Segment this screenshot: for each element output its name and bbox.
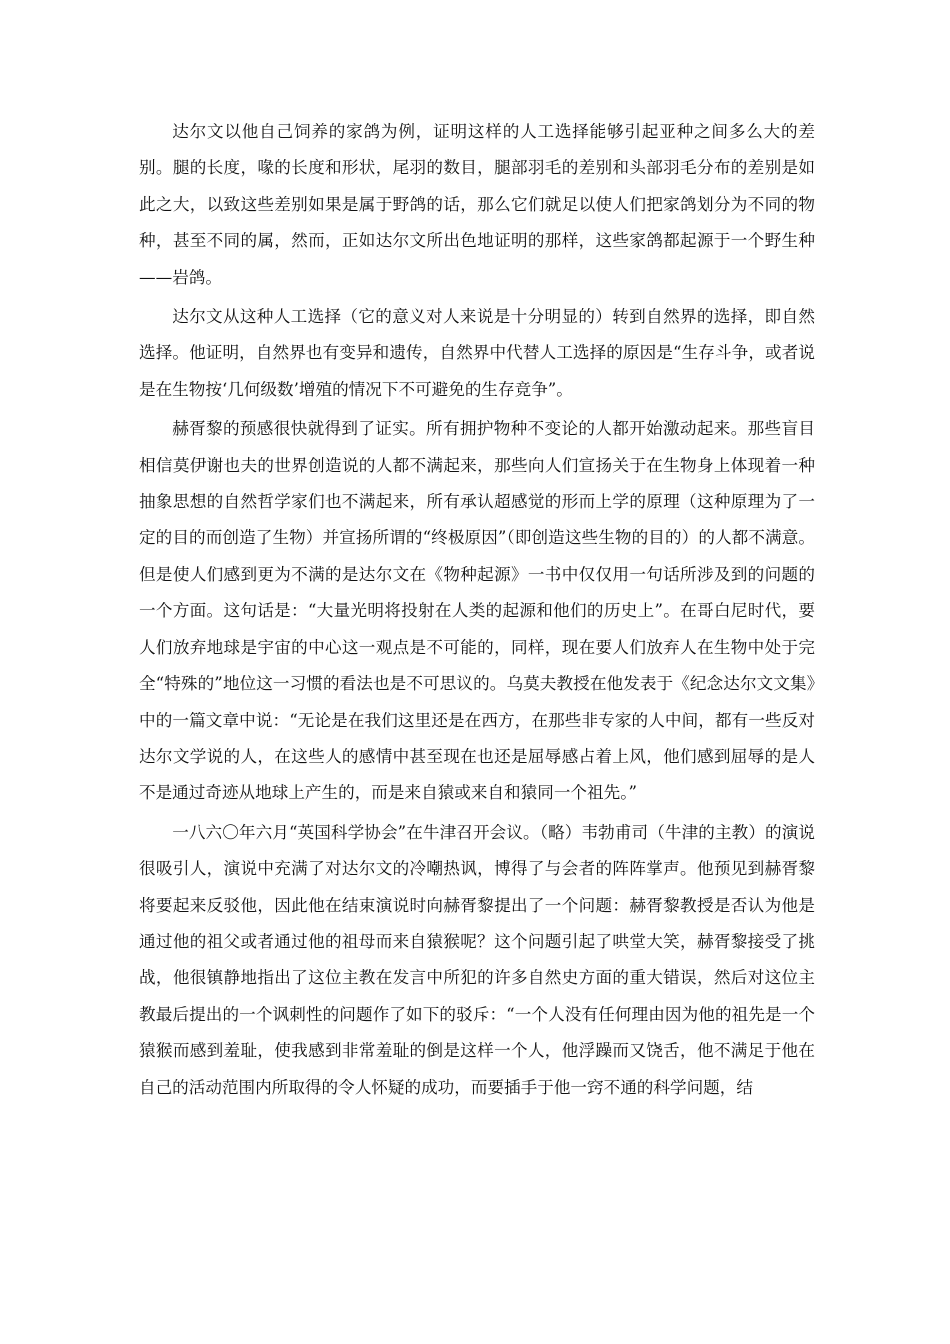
paragraph-darwin-pigeons: 达尔文以他自己饲养的家鸽为例，证明这样的人工选择能够引起亚种之间多么大的差别。腿的长度，喙的长度和形状，尾羽的数目，腿部羽毛的差别和头部羽毛分布的差别是如此之大，以致这些差别如果是属于野鸽的话，那么它们就足以使人们把家鸽划分为不同的物种，甚至不同的属，然而，正如达尔文所出色地证明的那样，这些家鸽都起源于一个野生种——岩鸽。 bbox=[139, 122, 815, 287]
paragraph-natural-selection: 达尔文从这种人工选择（它的意义对人来说是十分明显的）转到自然界的选择，即自然选择。他证明，自然界也有变异和遗传，自然界中代替人工选择的原因是“生存斗争，或者说是在生物按‘几何级数’增殖的情况下不可避免的生存竞争”。 bbox=[139, 307, 815, 399]
paragraph-oxford-meeting: 一八六〇年六月“英国科学协会”在牛津召开会议。（略）韦勃甫司（牛津的主教）的演说很吸引人，演说中充满了对达尔文的冷嘲热讽，博得了与会者的阵阵掌声。他预见到赫胥黎将要起来反驳他，因此他在结束演说时向赫胥黎提出了一个问题：赫胥黎教授是否认为他是通过他的祖父或者通过他的祖母而来自猿猴呢？这个问题引起了哄堂大笑，赫胥黎接受了挑战，他很镇静地指出了这位主教在发言中所犯的许多自然史方面的重大错误，然后对这位主教最后提出的一个讽刺性的问题作了如下的驳斥：“一个人没有任何理由因为他的祖先是一个猿猴而感到羞耻，使我感到非常羞耻的倒是这样一个人，他浮躁而又饶舌，他不满足于他在自己的活动范围内所取得的令人怀疑的成功，而要插手于他一窍不通的科学问题，结 bbox=[139, 822, 815, 1097]
document-body bbox=[139, 114, 815, 1109]
paragraph-huxley-premonition: 赫胥黎的预感很快就得到了证实。所有拥护物种不变论的人都开始激动起来。那些盲目相信莫伊谢也夫的世界创造说的人都不满起来，那些向人们宣扬关于在生物身上体现着一种抽象思想的自然哲学家们也不满起来，所有承认超感觉的形而上学的原理（这种原理为了一定的目的而创造了生物）并宣扬所谓的“终极原因”（即创造这些生物的目的）的人都不满意。但是使人们感到更为不满的是达尔文在《物种起源》一书中仅仅用一句话所涉及到的问题的一个方面。这句话是：“大量光明将投射在人类的起源和他们的历史上”。在哥白尼时代，要人们放弃地球是宇宙的中心这一观点是不可能的，同样，现在要人们放弃人在生物中处于完全“特殊的”地位这一习惯的看法也是不可思议的。乌莫夫教授在他发表于《纪念达尔文文集》中的一篇文章中说：“无论是在我们这里还是在西方，在那些非专家的人中间，都有一些反对达尔文学说的人，在这些人的感情中甚至现在也还是屈辱感占着上风，他们感到屈辱的是人不是通过奇迹从地球上产生的，而是来自猿或来自和猿同一个祖先。” bbox=[139, 419, 815, 803]
